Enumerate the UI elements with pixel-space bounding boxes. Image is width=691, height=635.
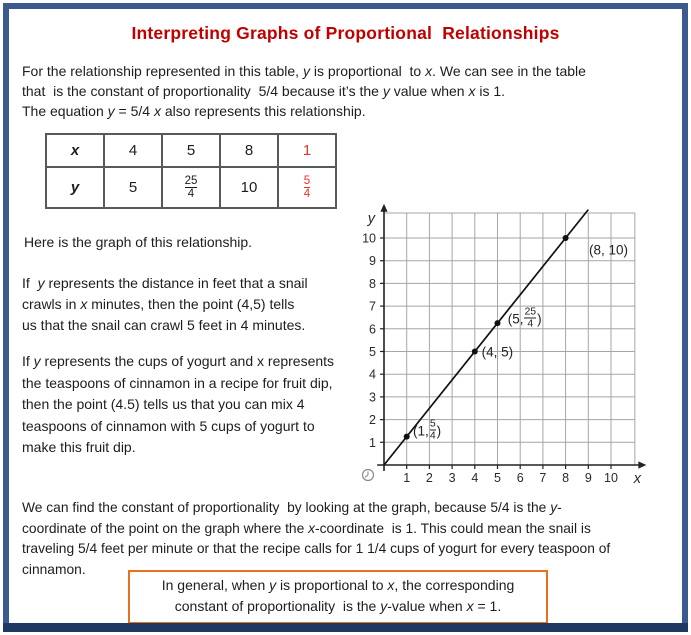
plain-text: In general, when bbox=[161, 577, 270, 593]
conclusion-paragraph bbox=[22, 498, 682, 580]
fraction: 5 4 bbox=[429, 417, 436, 442]
proportion-table bbox=[45, 133, 337, 209]
table-row bbox=[46, 167, 336, 208]
variable-text: y bbox=[382, 83, 390, 99]
variable-text: y bbox=[302, 63, 310, 79]
plain-text: is 1. bbox=[475, 83, 506, 99]
svg-text:7: 7 bbox=[539, 471, 547, 485]
plain-text: constant of proportionality is the bbox=[174, 598, 381, 614]
plain-text: - bbox=[557, 500, 562, 515]
svg-text:2: 2 bbox=[425, 471, 433, 485]
svg-text:y: y bbox=[367, 211, 375, 227]
plain-text: -coordinate is 1. This could mean the snail is bbox=[315, 520, 591, 536]
plain-text: , the corresponding bbox=[394, 577, 515, 593]
text-line bbox=[22, 315, 308, 336]
page-title: Interpreting Graphs of Proportional Relationships bbox=[131, 23, 560, 43]
key-idea-box bbox=[128, 570, 548, 624]
bottom-accent-bar bbox=[3, 623, 688, 632]
plain-text: is proportional to bbox=[309, 63, 426, 79]
svg-text:6: 6 bbox=[369, 322, 376, 337]
plain-text: minutes, then the point (4,5) tells bbox=[87, 296, 295, 312]
svg-text:5: 5 bbox=[494, 471, 501, 485]
data-point bbox=[472, 349, 478, 355]
svg-text:2: 2 bbox=[369, 413, 376, 428]
plain-text: The equation bbox=[22, 103, 108, 119]
plain-text: We can find the constant of proportionality by looking at the graph, because 5/4 is the bbox=[22, 500, 551, 515]
table-header-cell: x bbox=[46, 134, 104, 167]
text-line bbox=[22, 539, 682, 560]
plain-text: teaspoons of cinnamon with 5 cups of yogurt to bbox=[22, 417, 315, 434]
plain-text: value when bbox=[389, 83, 469, 99]
text-line bbox=[22, 61, 586, 81]
svg-text:9: 9 bbox=[369, 254, 376, 269]
fraction: $\frac{5}{4}$ bbox=[303, 174, 311, 200]
point-label: (4, 5) bbox=[481, 344, 514, 359]
plain-text: -value when bbox=[387, 598, 467, 614]
text-line bbox=[22, 437, 334, 459]
data-point bbox=[495, 320, 501, 326]
svg-text:x: x bbox=[633, 471, 641, 487]
plain-text: cinnamon. bbox=[22, 561, 86, 577]
variable-text: x bbox=[80, 296, 88, 312]
variable-text: x bbox=[466, 598, 474, 614]
svg-text:8: 8 bbox=[562, 471, 570, 485]
plain-text: . We can see in the table bbox=[432, 63, 586, 79]
text-line bbox=[22, 294, 308, 315]
plain-text: = 5/4 bbox=[114, 103, 154, 119]
svg-text:5: 5 bbox=[369, 345, 376, 359]
text-line bbox=[22, 351, 334, 373]
graph-svg bbox=[358, 202, 691, 494]
variable-text: y bbox=[550, 500, 558, 515]
data-point bbox=[563, 235, 569, 241]
proportional-graph bbox=[358, 202, 691, 494]
table-cell: 10 bbox=[220, 167, 278, 208]
plain-text: also represents this relationship. bbox=[160, 103, 366, 119]
plain-text: represents the distance in feet that a snail bbox=[44, 275, 308, 291]
point-label: (5, 25 4 ) bbox=[507, 305, 542, 330]
origin-clock-icon bbox=[363, 470, 374, 481]
svg-text:4: 4 bbox=[369, 367, 376, 382]
text-line bbox=[22, 498, 682, 519]
svg-text:1: 1 bbox=[403, 471, 411, 485]
svg-text:9: 9 bbox=[584, 471, 592, 485]
table-cell: 8 bbox=[220, 134, 278, 167]
table-cell: 5 bbox=[162, 134, 220, 167]
table-row bbox=[46, 134, 336, 167]
svg-text:4: 4 bbox=[471, 471, 479, 485]
table-cell bbox=[278, 167, 336, 208]
text-line bbox=[136, 596, 540, 617]
plain-text: coordinate of the point on the graph where the bbox=[22, 520, 309, 536]
variable-text: x bbox=[387, 577, 395, 593]
svg-text:10: 10 bbox=[362, 231, 376, 246]
text-line bbox=[24, 232, 252, 252]
text-line bbox=[22, 394, 334, 416]
table-cell: 5 bbox=[104, 167, 162, 208]
svg-text:1: 1 bbox=[369, 435, 376, 450]
plain-text: that is the constant of proportionality 5/4 because it’s the bbox=[22, 83, 383, 99]
plain-text: the teaspoons of cinnamon in a recipe for fruit dip, bbox=[22, 374, 333, 391]
table-cell: 1 bbox=[278, 134, 336, 167]
plain-text: us that the snail can crawl 5 feet in 4 minutes. bbox=[22, 317, 306, 333]
text-line bbox=[22, 101, 586, 121]
table-cell: 4 bbox=[104, 134, 162, 167]
variable-text: x bbox=[425, 63, 433, 79]
plain-text: crawls in bbox=[22, 296, 81, 312]
text-line bbox=[22, 416, 334, 438]
variable-text: x bbox=[308, 520, 316, 536]
svg-text:3: 3 bbox=[448, 471, 456, 485]
intro-paragraph bbox=[22, 61, 586, 121]
text-line bbox=[22, 273, 308, 294]
svg-text:10: 10 bbox=[604, 471, 618, 485]
svg-text:7: 7 bbox=[369, 299, 376, 314]
text-line bbox=[136, 575, 540, 596]
plain-text: then the point (4.5) tells us that you can mix 4 bbox=[22, 396, 305, 412]
variable-text: y bbox=[380, 598, 388, 614]
variable-text: y bbox=[269, 577, 277, 593]
text-line bbox=[22, 81, 586, 101]
plain-text: is proportional to bbox=[276, 577, 388, 593]
variable-text: x bbox=[468, 83, 476, 99]
proportion-table-body bbox=[46, 134, 336, 208]
plain-text: represents the cups of yogurt and x represents bbox=[40, 353, 335, 369]
table-header-cell: y bbox=[46, 167, 104, 208]
fraction: 25 4 bbox=[524, 305, 537, 330]
svg-text:6: 6 bbox=[516, 471, 524, 485]
yogurt-example-paragraph bbox=[22, 351, 334, 459]
variable-text: y bbox=[37, 275, 45, 291]
text-line bbox=[22, 373, 334, 395]
graph-caption-paragraph bbox=[24, 232, 252, 252]
plain-text: If bbox=[22, 275, 38, 291]
plain-text: If bbox=[22, 353, 34, 369]
snail-example-paragraph bbox=[22, 273, 308, 336]
svg-text:3: 3 bbox=[369, 390, 376, 405]
plain-text: For the relationship represented in this table, bbox=[22, 63, 303, 79]
variable-text: x bbox=[153, 103, 161, 119]
plain-text: make this fruit dip. bbox=[22, 439, 136, 455]
variable-text: y bbox=[107, 103, 115, 119]
plain-text: = 1. bbox=[473, 598, 502, 614]
point-label: (1, 5 4 ) bbox=[413, 417, 442, 442]
plain-text: Here is the graph of this relationship. bbox=[24, 234, 253, 250]
plain-text: traveling 5/4 feet per minute or that the recipe calls for 1 1/4 cups of yogurt for every teaspoon of bbox=[22, 541, 611, 556]
svg-text:8: 8 bbox=[369, 276, 376, 291]
data-point bbox=[404, 434, 410, 440]
table-cell bbox=[162, 167, 220, 208]
fraction: $\frac{25}{4}$ bbox=[184, 174, 198, 200]
text-line bbox=[22, 519, 682, 540]
variable-text: y bbox=[33, 353, 41, 369]
point-label: (8, 10) bbox=[588, 242, 628, 258]
